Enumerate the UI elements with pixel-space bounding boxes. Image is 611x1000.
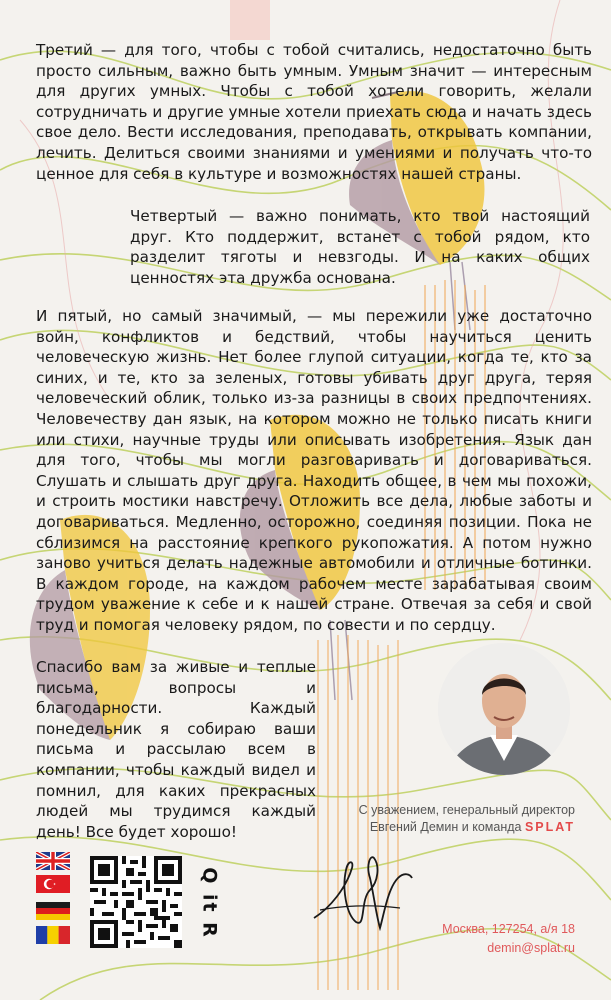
contact-block [442,920,575,958]
brand-splat: SPLAT [524,820,575,834]
qr-code[interactable] [90,856,182,948]
germany-flag-icon [36,902,70,920]
romania-flag-icon [36,926,70,944]
postal-address: Москва, 127254, а/я 18 [442,922,575,936]
signoff-line-name [359,819,575,836]
handwritten-signature [300,848,420,938]
qitr-logo [196,860,222,946]
signoff-name: Евгений Демин и команда [369,820,522,834]
signoff-block [359,802,575,836]
turkey-flag-icon [36,875,70,893]
email-link[interactable]: demin@splat.ru [487,941,575,955]
paragraph-fourth: Четвертый — важно понимать, кто твой настоящий друг. Кто поддержит, встанет с тобой рядом, кто разделит тяготы и невзгоды. И на каких общих ценностях эта дружба основана. [130,207,590,287]
paragraph-closing: Спасибо вам за живые и теплые письма, вопросы и благодарности. Каждый понедельник я собираю ваши письма и рассылаю всем в компании, чтобы каждый видел и помнил, для каких прекрасных людей мы трудимся каждый день! Все будет хорошо! [36,658,316,841]
qitr-label: Q it R [198,867,221,939]
author-portrait [438,643,570,775]
uk-flag-icon [36,852,70,870]
paragraph-third: Третий — для того, чтобы с тобой считались, недостаточно быть просто сильным, важно быть умным. Умным значит — интересным для других умных. Чтобы с тобой хотели говорить, желали сотрудничать и другие умные хотели приехать сюда и начать здесь свое дело. Вести исследования, преподавать, открывать компании, лечить. Делиться своими знаниями и умениями и получать что-то ценное для себя в культуре и возможностях нашей страны. [36,41,592,183]
signoff-line-title: С уважением, генеральный директор [358,803,575,817]
paragraph-fifth: И пятый, но самый значимый, — мы пережили уже достаточно войн, конфликтов и бедствий, чтобы научиться ценить человеческую жизнь. Нет более глупой ситуации, когда те, кто за синих, и те, кто за зеленых, готовы убивать друг друга, теряя человеческий облик, только из-за разницы в своих предпочтениях. Человечеству дан язык, на котором можно не только писать книги или стихи, научные труды или описывать изобретения. Язык дан для того, чтобы мы могли разговаривать и договариваться. Слушать и слышать друг друга. Находить общее, в чем мы похожи, и строить мостики навстречу. Отложить все дела, любые заботы и договариваться. Медленно, осторожно, соединяя позиции. Пока не сблизимся на расстояние крепкого рукопожатия. А потом нужно заново учиться делать надежные автомобили и отличные ботинки. В каждом городе, на каждом рабочем месте зарабатывая своим трудом уважение к себе и к нашей стране. Отвечая за себя и свой труд и помогая человеку рядом, по совести и по сердцу. [36,307,592,634]
